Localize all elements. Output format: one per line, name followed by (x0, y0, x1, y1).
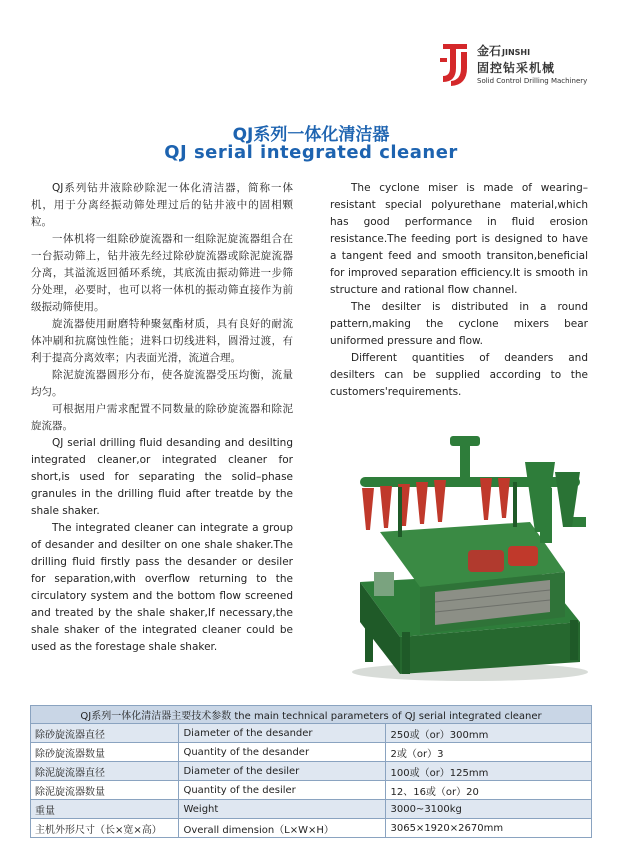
paragraph: 旋流器使用耐磨特种聚氨酯材质，具有良好的耐流体冲刷和抗腐蚀性能；进料口切线进料，圆滑过渡，有利于提高分离效率；内表面光滑，流道合理。 (31, 318, 293, 364)
left-column-text (31, 180, 293, 656)
brand-subtitle-cn: 固控钻采机械 (477, 61, 556, 75)
table-row (31, 743, 592, 762)
param-value: 3000~3100kg (386, 800, 592, 819)
param-name-en: Diameter of the desander (179, 724, 386, 743)
paragraph: The desilter is distributed in a round pattern,making the cyclone mixers bear uniformed pressure and flow. (330, 301, 588, 347)
company-logo (437, 38, 597, 90)
param-name-en: Weight (179, 800, 386, 819)
paragraph: QJ serial drilling fluid desanding and desilting integrated cleaner,or integrated cleaner for short,is used for separating the solid–phase granules in the drilling fluid after treatde by the shale shaker. (31, 437, 293, 517)
table-heading: QJ系列一体化清洁器主要技术参数 the main technical parameters of QJ serial integrated cleaner (31, 706, 592, 724)
param-name-cn: 重量 (31, 800, 179, 819)
param-name-cn: 除泥旋流器数量 (31, 781, 179, 800)
page-title-en: QJ serial integrated cleaner (164, 142, 458, 163)
param-name-cn: 主机外形尺寸（长×宽×高） (31, 819, 179, 838)
param-value: 3065×1920×2670mm (386, 819, 592, 838)
paragraph: Different quantities of deanders and desilters can be supplied according to the customers'requirements. (330, 352, 588, 398)
technical-parameters-table (30, 705, 592, 838)
param-value: 2或（or）3 (386, 743, 592, 762)
brand-subtitle-en: Solid Control Drilling Machinery (477, 77, 588, 85)
table-row (31, 800, 592, 819)
table-row (31, 762, 592, 781)
brand-name: 金石JINSHI (477, 44, 531, 58)
jinshi-logo-icon (437, 38, 473, 88)
paragraph: QJ系列钻井液除砂除泥一体化清洁器，简称一体机，用于分离经振动筛处理过后的钻井液中的固相颗粒。 (31, 182, 293, 228)
table-header-row (31, 706, 592, 724)
param-name-cn: 除泥旋流器直径 (31, 762, 179, 781)
param-value: 12、16或（or）20 (386, 781, 592, 800)
param-name-en: Quantity of the desander (179, 743, 386, 762)
table-row (31, 724, 592, 743)
right-column-text (330, 180, 588, 401)
page-title-cn: QJ系列一体化清洁器 (232, 125, 390, 145)
param-name-en: Quantity of the desiler (179, 781, 386, 800)
paragraph: 一体机将一组除砂旋流器和一组除泥旋流器组合在一台振动筛上，钻井液先经过除砂旋流器或除泥旋流器分离，其溢流返回循环系统，其底流由振动筛进一步筛分处理，必要时，也可以将一体机的振动筛直接作为前级振动筛使用。 (31, 233, 293, 313)
param-name-en: Overall dimension（L×W×H） (179, 819, 386, 838)
param-value: 100或（or）125mm (386, 762, 592, 781)
paragraph: 可根据用户需求配置不同数量的除砂旋流器和除泥旋流器。 (31, 403, 293, 432)
integrated-cleaner-machine-image (340, 422, 592, 684)
param-name-cn: 除砂旋流器数量 (31, 743, 179, 762)
param-name-en: Diameter of the desiler (179, 762, 386, 781)
param-name-cn: 除砂旋流器直径 (31, 724, 179, 743)
param-value: 250或（or）300mm (386, 724, 592, 743)
table-row (31, 819, 592, 838)
paragraph: The cyclone miser is made of wearing–resistant special polyurethane material,which has good performance in fluid erosion resistance.The feeding port is designed to have a tangent feed and smooth transiton,beneficial for improved separation efficiency.It is smooth in structure and rational flow channel. (330, 182, 588, 296)
paragraph: The integrated cleaner can integrate a group of desander and desilter on one shale shaker.The drilling fluid firstly pass the desander or desiler for separation,with overflow returning to the circulatory system and the bottom flow screened and treated by the shale shaker,If necessary,the shale shaker of the integrated cleaner could be used as the forestage shale shaker. (31, 522, 293, 653)
paragraph: 除泥旋流器圆形分布，使各旋流器受压均衡，流量均匀。 (31, 369, 293, 398)
table-row (31, 781, 592, 800)
